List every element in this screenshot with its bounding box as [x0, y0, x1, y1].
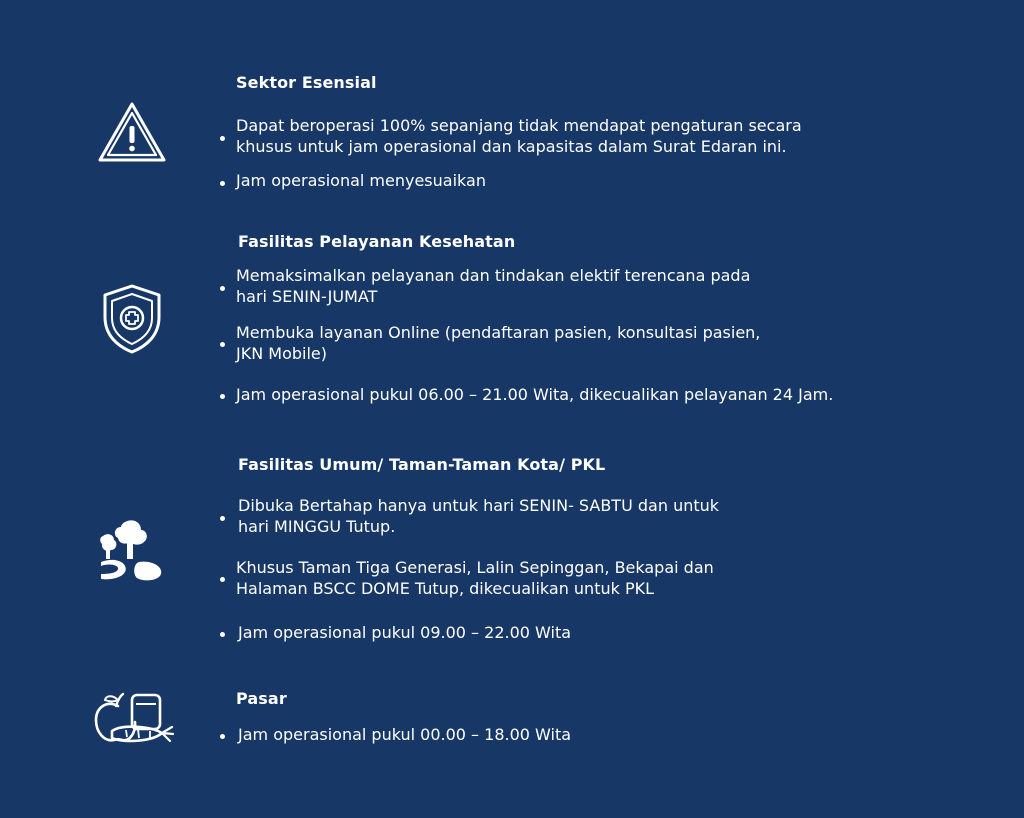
section-title: Fasilitas Umum/ Taman-Taman Kota/ PKL — [238, 455, 606, 474]
bullet — [220, 394, 225, 399]
bullet — [220, 181, 225, 186]
list-item: Jam operasional menyesuaikan — [236, 171, 486, 190]
park-tree-icon — [99, 516, 165, 582]
bullet — [220, 286, 225, 291]
bullet — [220, 516, 225, 521]
bullet — [220, 734, 225, 739]
section-title: Pasar — [236, 689, 287, 708]
section-title: Sektor Esensial — [236, 73, 377, 92]
bullet — [220, 136, 225, 141]
health-shield-icon — [101, 283, 163, 355]
list-item: Jam operasional pukul 06.00 – 21.00 Wita, dikecualikan pelayanan 24 Jam. — [236, 385, 834, 404]
list-item: Membuka layanan Online (pendaftaran pasien, konsultasi pasien, JKN Mobile) — [236, 323, 761, 363]
list-item: Memaksimalkan pelayanan dan tindakan elektif terencana pada hari SENIN-JUMAT — [236, 266, 751, 306]
bullet — [220, 577, 225, 582]
bullet — [220, 632, 225, 637]
list-item: Dibuka Bertahap hanya untuk hari SENIN- SABTU dan untuk hari MINGGU Tutup. — [238, 496, 720, 536]
market-groceries-icon — [92, 690, 174, 746]
list-item: Dapat beroperasi 100% sepanjang tidak mendapat pengaturan secara khusus untuk jam operasional dan kapasitas dalam Surat Edaran ini. — [236, 116, 802, 156]
list-item: Jam operasional pukul 09.00 – 22.00 Wita — [238, 623, 572, 642]
bullet — [220, 342, 225, 347]
list-item: Khusus Taman Tiga Generasi, Lalin Sepinggan, Bekapai dan Halaman BSCC DOME Tutup, dikecualikan untuk PKL — [236, 558, 714, 598]
warning-triangle-icon — [97, 101, 167, 163]
section-title: Fasilitas Pelayanan Kesehatan — [238, 232, 516, 251]
list-item: Jam operasional pukul 00.00 – 18.00 Wita — [238, 725, 572, 744]
